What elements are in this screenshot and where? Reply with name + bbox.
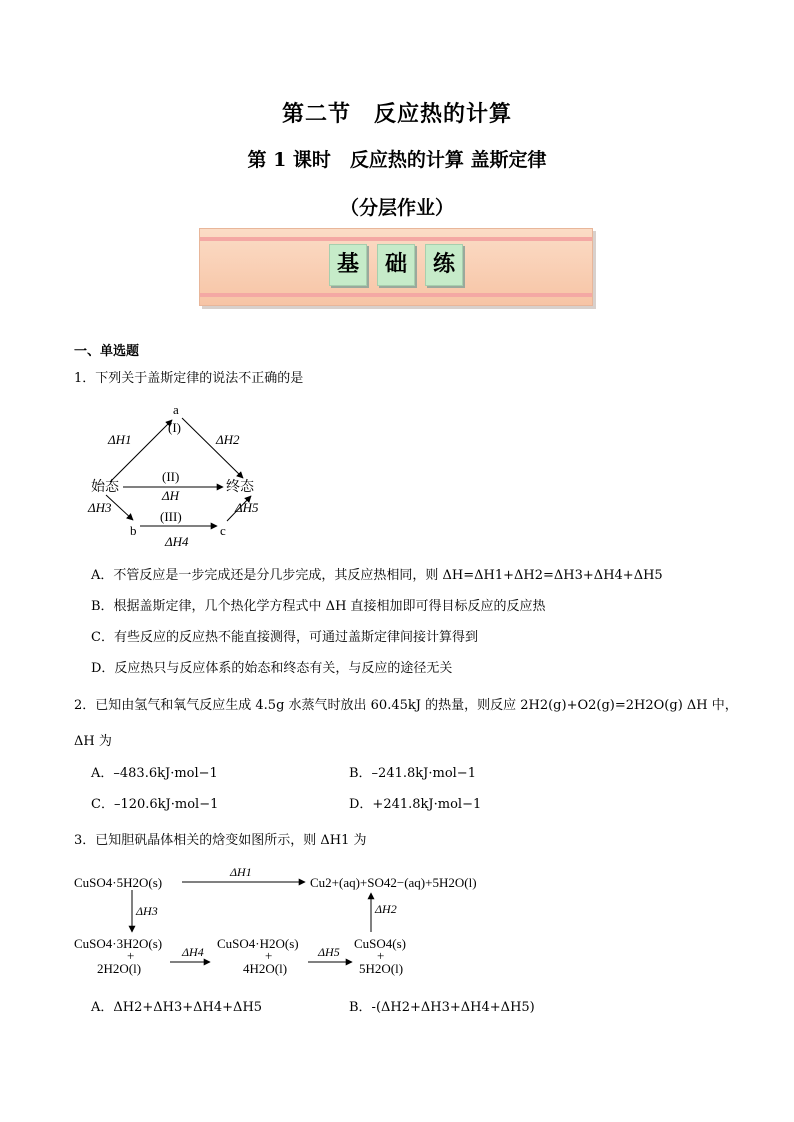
banner-char: 基 (329, 244, 367, 286)
route-1-label: (I) (168, 420, 181, 435)
q2-stem: 2．已知由氢气和氧气反应生成 4.5g 水蒸气时放出 60.45kJ 的热量，则反应 2H2(g)+O2(g)=2H2O(g) ΔH 中， (74, 698, 738, 713)
hydrate-enthalpy-diagram (70, 860, 490, 985)
q2-stem-cont: ΔH 为 (74, 734, 112, 749)
dh4-label: ΔH4 (165, 534, 189, 549)
q2-option-c[interactable]: C．–120.6kJ·mol−1 (91, 797, 219, 812)
cuso4-anhydrous: CuSO4(s) (354, 936, 407, 951)
water-4: 4H2O(l) (243, 961, 288, 976)
dh3-label: ΔH3 (88, 500, 112, 515)
q3-dh2-label: ΔH2 (375, 902, 397, 916)
route-3-label: (III) (160, 509, 182, 524)
q3-dh1-label: ΔH1 (230, 865, 252, 879)
q3-dh3-label: ΔH3 (136, 904, 158, 918)
dh1-label: ΔH1 (108, 432, 132, 447)
dh-label: ΔH (162, 488, 180, 503)
q2-option-a[interactable]: A．–483.6kJ·mol−1 (91, 766, 218, 781)
lesson-title: 第 1 课时 反应热的计算 盖斯定律 (247, 149, 547, 171)
banner (199, 228, 593, 306)
q2-option-b[interactable]: B．–241.8kJ·mol−1 (349, 766, 476, 781)
water-5: 5H2O(l) (359, 961, 404, 976)
node-c: c (220, 523, 226, 538)
banner-top-line (200, 237, 592, 241)
hess-cycle-diagram (80, 400, 280, 560)
start-state: 始态 (91, 480, 119, 495)
node-a: a (173, 402, 179, 417)
banner-char: 练 (425, 244, 463, 286)
ions-products: Cu2+(aq)+SO42−(aq)+5H2O(l) (310, 875, 477, 890)
plus-sign: + (127, 948, 135, 963)
cuso4-5h2o: CuSO4·5H2O(s) (74, 875, 163, 890)
banner-char: 础 (377, 244, 415, 286)
q3-dh5-label: ΔH5 (318, 945, 340, 959)
arrow-a-to-end (182, 418, 243, 478)
q2-option-d[interactable]: D．+241.8kJ·mol−1 (349, 797, 482, 812)
q3-option-b[interactable]: B．-(ΔH2+ΔH3+ΔH4+ΔH5) (349, 1000, 535, 1015)
cuso4-3h2o: CuSO4·3H2O(s) (74, 936, 163, 951)
q3-stem: 3．已知胆矾晶体相关的焓变如图所示，则 ΔH1 为 (74, 833, 367, 848)
end-state: 终态 (226, 480, 254, 495)
subtitle: （分层作业） (339, 197, 454, 219)
plus-sign: + (265, 948, 273, 963)
q1-option-b[interactable]: B．根据盖斯定律，几个热化学方程式中 ΔH 直接相加即可得目标反应的反应热 (91, 599, 546, 614)
dh2-label: ΔH2 (216, 432, 240, 447)
water-2: 2H2O(l) (97, 961, 142, 976)
cuso4-h2o: CuSO4·H2O(s) (217, 936, 299, 951)
q1-option-d[interactable]: D．反应热只与反应体系的始态和终态有关，与反应的途径无关 (91, 661, 453, 676)
section-heading: 一、单选题 (74, 344, 140, 359)
q3-option-a[interactable]: A．ΔH2+ΔH3+ΔH4+ΔH5 (91, 1000, 263, 1015)
q1-stem: 1．下列关于盖斯定律的说法不正确的是 (74, 371, 304, 386)
section-title: 第二节 反应热的计算 (281, 101, 512, 127)
q1-option-a[interactable]: A．不管反应是一步完成还是分几步完成，其反应热相同，则 ΔH=ΔH1+ΔH2=ΔH3+ΔH4+ΔH5 (91, 568, 663, 583)
route-2-label: (II) (162, 469, 180, 484)
dh5-label: ΔH5 (235, 500, 259, 515)
q3-dh4-label: ΔH4 (182, 945, 204, 959)
node-b: b (130, 523, 137, 538)
q1-option-c[interactable]: C．有些反应的反应热不能直接测得，可通过盖斯定律间接计算得到 (91, 630, 478, 645)
plus-sign: + (377, 948, 385, 963)
banner-bottom-line (200, 293, 592, 297)
banner-chars (200, 244, 592, 286)
